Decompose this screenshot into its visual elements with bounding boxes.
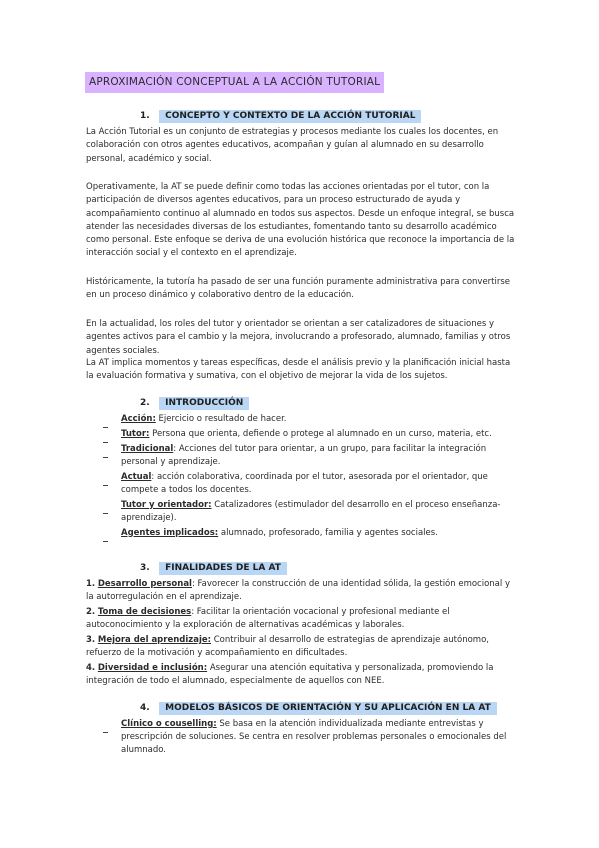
section-number: 4.	[140, 703, 150, 713]
section-number: 2.	[140, 398, 150, 408]
list-item	[86, 662, 518, 688]
section-number: 3.	[140, 563, 150, 573]
section-title: MODELOS BÁSICOS DE ORIENTACIÓN Y SU APLICACIÓN EN LA AT	[159, 702, 497, 715]
item-number: 1.	[86, 579, 96, 589]
item-text: Catalizadores (estimulador del desarrollo en el proceso enseñanza-aprendizaje).	[121, 499, 501, 523]
item-term: Actual	[121, 471, 152, 482]
item-text: : Facilitar la orientación vocacional y profesional mediante el autoconocimiento y la exploración de alternativas académicas y laborales.	[86, 607, 450, 631]
item-text: : Favorecer la construcción de una identidad sólida, la gestión emocional y la autorregulación en el aprendizaje.	[86, 579, 510, 603]
item-term: Desarrollo personal	[97, 579, 192, 589]
section-title: INTRODUCCIÓN	[159, 397, 249, 410]
item-number: 2.	[86, 607, 96, 617]
list-item	[86, 718, 518, 758]
section-number: 1.	[140, 111, 150, 121]
list-item	[86, 471, 518, 497]
item-text: Ejercicio o resultado de hacer.	[155, 414, 287, 424]
section-heading-2	[140, 398, 249, 408]
section-heading-1	[140, 111, 421, 121]
item-number: 4.	[86, 663, 96, 673]
item-term: Tutor y orientador:	[121, 499, 212, 510]
item-term: Tutor:	[121, 428, 150, 439]
list-item	[86, 499, 518, 525]
item-text: Persona que orienta, defiende o protege al alumnado en un curso, materia, etc.	[149, 428, 492, 439]
item-term: Mejora del aprendizaje:	[97, 635, 212, 645]
list-item	[86, 578, 518, 604]
list-item	[86, 527, 518, 540]
item-term: Agentes implicados:	[121, 527, 219, 538]
list-item	[86, 413, 518, 426]
item-text: alumnado, profesorado, familia y agentes sociales.	[218, 527, 438, 538]
item-text: Contribuir al desarrollo de estrategias de aprendizaje autónomo, refuerzo de la motivación y acompañamiento en dificultades.	[86, 635, 489, 659]
definitions-list	[86, 413, 518, 541]
section-heading-4	[140, 703, 497, 713]
item-text: Asegurar una atención equitativa y personalizada, promoviendo la integración de todo el alumnado, especialmente de aquellos con NEE.	[86, 663, 494, 687]
section-title: CONCEPTO Y CONTEXTO DE LA ACCIÓN TUTORIAL	[159, 110, 421, 123]
list-item	[86, 634, 518, 660]
list-item	[86, 443, 518, 469]
section-heading-3	[140, 563, 287, 573]
item-term: Toma de decisiones	[97, 607, 192, 617]
item-text: : Acciones del tutor para orientar, a un grupo, para facilitar la integración personal y aprendizaje.	[121, 443, 487, 467]
section-title: FINALIDADES DE LA AT	[159, 562, 287, 575]
item-text: Se basa en la atención individualizada mediante entrevistas y prescripción de soluciones. Se centra en resolver problemas personales o emocionales del alumnado.	[121, 719, 507, 756]
list-item	[86, 606, 518, 632]
item-number: 3.	[86, 635, 96, 645]
models-list	[86, 718, 518, 759]
item-term: Tradicional	[121, 443, 174, 454]
list-item	[86, 428, 518, 441]
document-title: APROXIMACIÓN CONCEPTUAL A LA ACCIÓN TUTORIAL	[85, 72, 384, 93]
item-term: Acción:	[121, 414, 156, 424]
item-term: Clínico o couselling:	[121, 719, 217, 729]
goals-list	[86, 578, 518, 690]
paragraph: Operativamente, la AT se puede definir como todas las acciones orientadas por el tutor, con la participación de diversos agentes educativos, para un proceso estructurado de ayuda y acompañamiento continuo al alumnado en todos sus aspectos. Desde un enfoque integral, se busca atender las necesidades diversas de los estudiantes, fomentando tanto su desarrollo académico como personal. Este enfoque se deriva de una evolución histórica que reconoce la importancia de la interacción social y el contexto en el aprendizaje.	[86, 182, 515, 259]
item-text: : acción colaborativa, coordinada por el tutor, asesorada por el orientador, que compete a todos los docentes.	[121, 471, 488, 495]
item-term: Diversidad e inclusión:	[97, 663, 208, 673]
paragraph: Históricamente, la tutoría ha pasado de ser una función puramente administrativa para convertirse en un proceso dinámico y colaborativo dentro de la educación.	[86, 277, 511, 301]
paragraph: La AT implica momentos y tareas específicas, desde el análisis previo y la planificación inicial hasta la evaluación formativa y sumativa, con el objetivo de mejorar la vida de los sujetos.	[86, 358, 511, 382]
paragraph: En la actualidad, los roles del tutor y orientador se orientan a ser catalizadores de situaciones y agentes activos para el cambio y la mejora, involucrando a profesorado, alumnado, familias y otros agentes sociales.	[86, 319, 511, 356]
paragraph: La Acción Tutorial es un conjunto de estrategias y procesos mediante los cuales los docentes, en colaboración con otros agentes educativos, acompañan y guían al alumnado en su desarrollo personal, académico y social.	[86, 127, 499, 164]
